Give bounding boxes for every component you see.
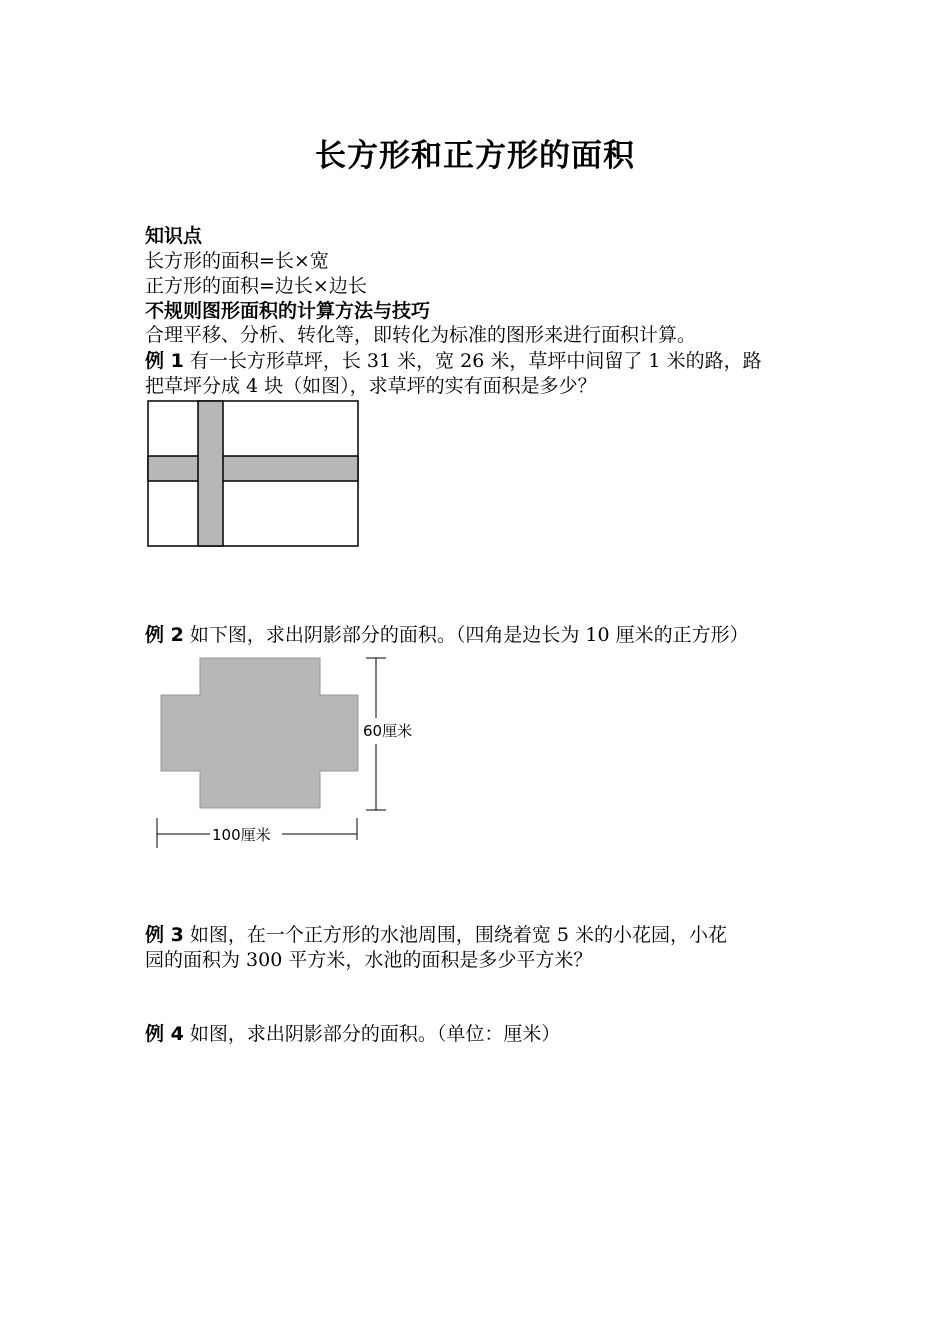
height-label: 60厘米 <box>363 722 413 740</box>
cross-figure <box>140 650 440 860</box>
example3-text1: 如图，在一个正方形的水池周围，围绕着宽 5 米的小花园，小花 <box>183 924 728 946</box>
example2-label: 例 2 <box>145 624 184 646</box>
example1-line2: 把草坪分成 4 块（如图），求草坪的实有面积是多少？ <box>145 375 597 397</box>
irregular-method-text: 合理平移、分析、转化等，即转化为标准的图形来进行面积计算。 <box>145 324 697 346</box>
example4-label: 例 4 <box>145 1023 184 1045</box>
square-area-formula: 正方形的面积=边长×边长 <box>145 275 367 297</box>
example1-label: 例 1 <box>145 350 184 372</box>
lawn-figure <box>140 395 370 555</box>
example3-line2: 园的面积为 300 平方米，水池的面积是多少平方米？ <box>145 949 593 971</box>
example1-text1: 有一长方形草坪，长 31 米，宽 26 米，草坪中间留了 1 米的路，路 <box>183 350 762 372</box>
example1-line1 <box>145 349 762 373</box>
width-label: 100厘米 <box>212 826 271 844</box>
example3-label: 例 3 <box>145 924 184 946</box>
example4-text: 如图，求出阴影部分的面积。（单位：厘米） <box>183 1023 561 1045</box>
example2-line <box>145 623 749 647</box>
example3-line1 <box>145 923 727 947</box>
horizontal-path <box>148 456 358 481</box>
irregular-heading: 不规则图形面积的计算方法与技巧 <box>145 300 431 322</box>
page-title: 长方形和正方形的面积 <box>315 138 635 174</box>
vertical-path <box>198 401 223 546</box>
example2-text: 如下图，求出阴影部分的面积。（四角是边长为 10 厘米的正方形） <box>183 624 749 646</box>
example4-line <box>145 1022 560 1046</box>
rect-area-formula: 长方形的面积=长×宽 <box>145 250 329 272</box>
knowledge-heading: 知识点 <box>145 225 203 247</box>
shaded-cross <box>161 658 358 808</box>
